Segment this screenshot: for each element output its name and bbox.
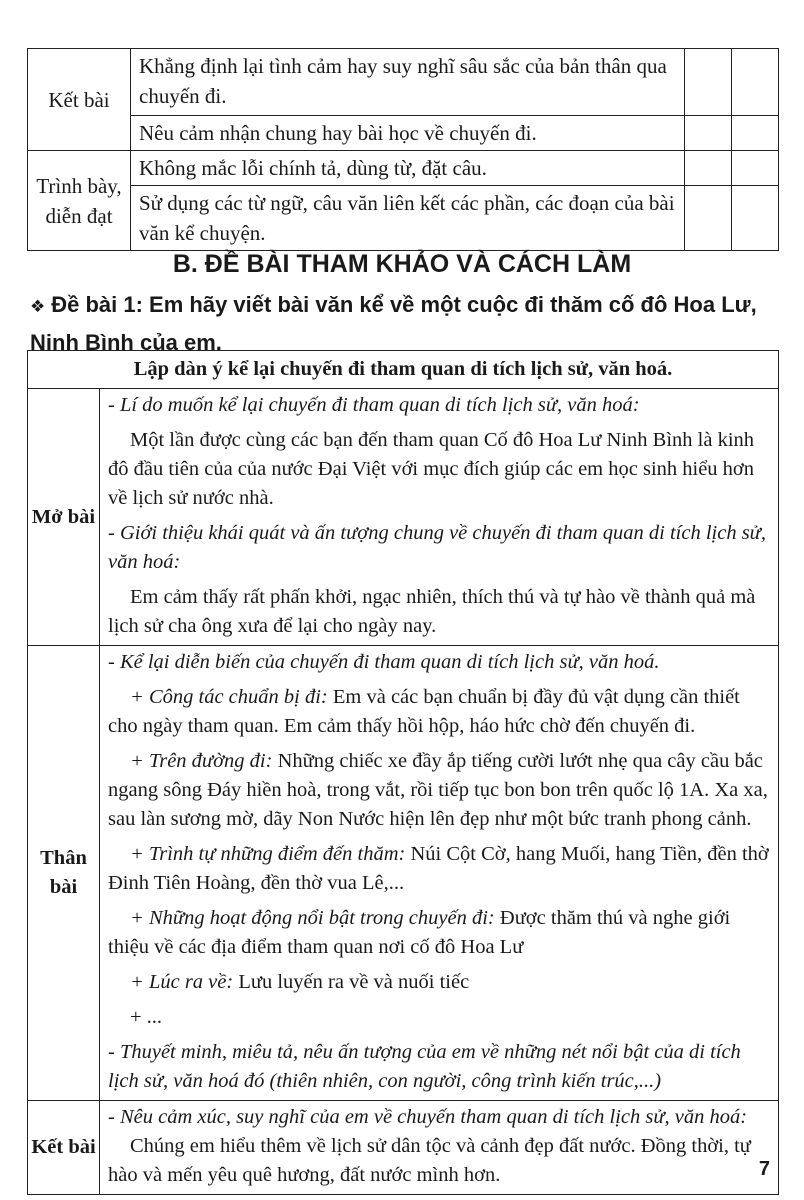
ket-bai-text: Chúng em hiểu thêm về lịch sử dân tộc và cảnh đẹp đất nước. Đồng thời, tự hào và mến yêu quê hương, đất nước mình hơn. [108, 1135, 751, 1186]
table-row [28, 116, 779, 151]
list-item [108, 968, 770, 997]
list-item [108, 747, 770, 834]
rubric-criterion: Khẳng định lại tình cảm hay suy nghĩ sâu sắc của bản thân qua chuyến đi. [131, 49, 685, 116]
mo-bai-reason-text: Một lần được cùng các bạn đến tham quan Cố đô Hoa Lư Ninh Bình là kinh đô đầu tiên của của nước Đại Việt với mục đích giúp các em học sinh hiểu hơn về lịch sử nước nhà. [108, 429, 755, 509]
list-item [108, 904, 770, 962]
outline-label-mo-bai: Mở bài [28, 389, 100, 646]
outline-body-than-bai [100, 646, 779, 1101]
item-text: Núi Cột Cờ, hang Muối, hang Tiền, đền thờ Đinh Tiên Hoàng, đền thờ vua Lê,... [108, 843, 769, 894]
ket-bai-title: - Nêu cảm xúc, suy nghĩ của em về chuyến tham quan di tích lịch sử, văn hoá: [108, 1106, 748, 1128]
mo-bai-reason-title: - Lí do muốn kể lại chuyến đi tham quan di tích lịch sử, văn hoá: [108, 394, 640, 416]
rubric-check-cell [732, 186, 779, 251]
rubric-criterion: Không mắc lỗi chính tả, dùng từ, đặt câu. [131, 151, 685, 186]
table-row [28, 1101, 779, 1195]
list-item [108, 840, 770, 898]
outline-table [27, 350, 779, 1195]
item-lead: + Lúc ra về: [130, 971, 234, 993]
item-lead: + Những hoạt động nổi bật trong chuyến đi: [130, 907, 495, 929]
table-row [28, 49, 779, 116]
table-row [28, 646, 779, 1101]
section-title: B. ĐỀ BÀI THAM KHẢO VÀ CÁCH LÀM [172, 250, 632, 278]
item-text: Được thăm thú và nghe giới thiệu về các địa điểm tham quan nơi cố đô Hoa Lư [108, 907, 731, 958]
mo-bai-intro-title: - Giới thiệu khái quát và ấn tượng chung về chuyến đi tham quan di tích lịch sử, văn hoá: [108, 522, 766, 573]
rubric-section-label: Kết bài [28, 49, 131, 151]
rubric-criterion: Nêu cảm nhận chung hay bài học về chuyến đi. [131, 116, 685, 151]
task-text: Đề bài 1: Em hãy viết bài văn kể về một cuộc đi thăm cố đô Hoa Lư, Ninh Bình của em. [30, 292, 757, 355]
list-item [108, 683, 770, 741]
table-row [28, 351, 779, 389]
mo-bai-intro-text: Em cảm thấy rất phấn khởi, ngạc nhiên, thích thú và tự hào về thành quả mà lịch sử cha ông xưa để lại cho ngày nay. [108, 586, 756, 637]
table-row [28, 389, 779, 646]
rubric-check-cell [732, 151, 779, 186]
page-number: 7 [758, 1158, 770, 1180]
rubric-check-cell [685, 151, 732, 186]
table-row [28, 151, 779, 186]
outline-body-ket-bai [100, 1101, 779, 1195]
item-text: Em và các bạn chuẩn bị đầy đủ vật dụng cần thiết cho ngày tham quan. Em cảm thấy hồi hộp, háo hức chờ đến chuyến đi. [108, 686, 740, 737]
rubric-check-cell [685, 49, 732, 116]
item-text: Lưu luyến ra về và nuối tiếc [233, 971, 470, 993]
rubric-check-cell [732, 116, 779, 151]
outline-label-than-bai: Thân bài [28, 646, 100, 1101]
rubric-table [27, 48, 779, 251]
diamond-bullet-icon: ❖ [30, 297, 46, 316]
rubric-check-cell [732, 49, 779, 116]
item-lead: + Trên đường đi: [130, 750, 273, 772]
outline-header: Lập dàn ý kể lại chuyến đi tham quan di tích lịch sử, văn hoá. [28, 351, 779, 389]
rubric-section-label: Trình bày, diễn đạt [28, 151, 131, 251]
table-row [28, 186, 779, 251]
outline-body-mo-bai [100, 389, 779, 646]
item-text: Những chiếc xe đầy ắp tiếng cười lướt nhẹ qua cây cầu bắc ngang sông Đáy hiền hoà, trong vắt, rồi tiếp tục bon bon trên quốc lộ 1A. Xa xa, sau làn sương mờ, dãy Non Nước hiện lên đẹp như một bức tranh phong cảnh. [108, 750, 768, 830]
item-text: + ... [130, 1006, 163, 1028]
list-item [108, 1003, 770, 1032]
item-lead: + Trình tự những điểm đến thăm: [130, 843, 406, 865]
item-lead: + Công tác chuẩn bị đi: [130, 686, 328, 708]
than-bai-intro: - Kể lại diễn biến của chuyến đi tham quan di tích lịch sử, văn hoá. [108, 651, 660, 673]
than-bai-closing: - Thuyết minh, miêu tả, nêu ấn tượng của em về những nét nổi bật của di tích lịch sử, văn hoá đó (thiên nhiên, con người, công trình kiến trúc,...) [108, 1041, 741, 1092]
rubric-criterion: Sử dụng các từ ngữ, câu văn liên kết các phần, các đoạn của bài văn kể chuyện. [131, 186, 685, 251]
rubric-check-cell [685, 186, 732, 251]
outline-label-ket-bai: Kết bài [28, 1101, 100, 1195]
rubric-check-cell [685, 116, 732, 151]
